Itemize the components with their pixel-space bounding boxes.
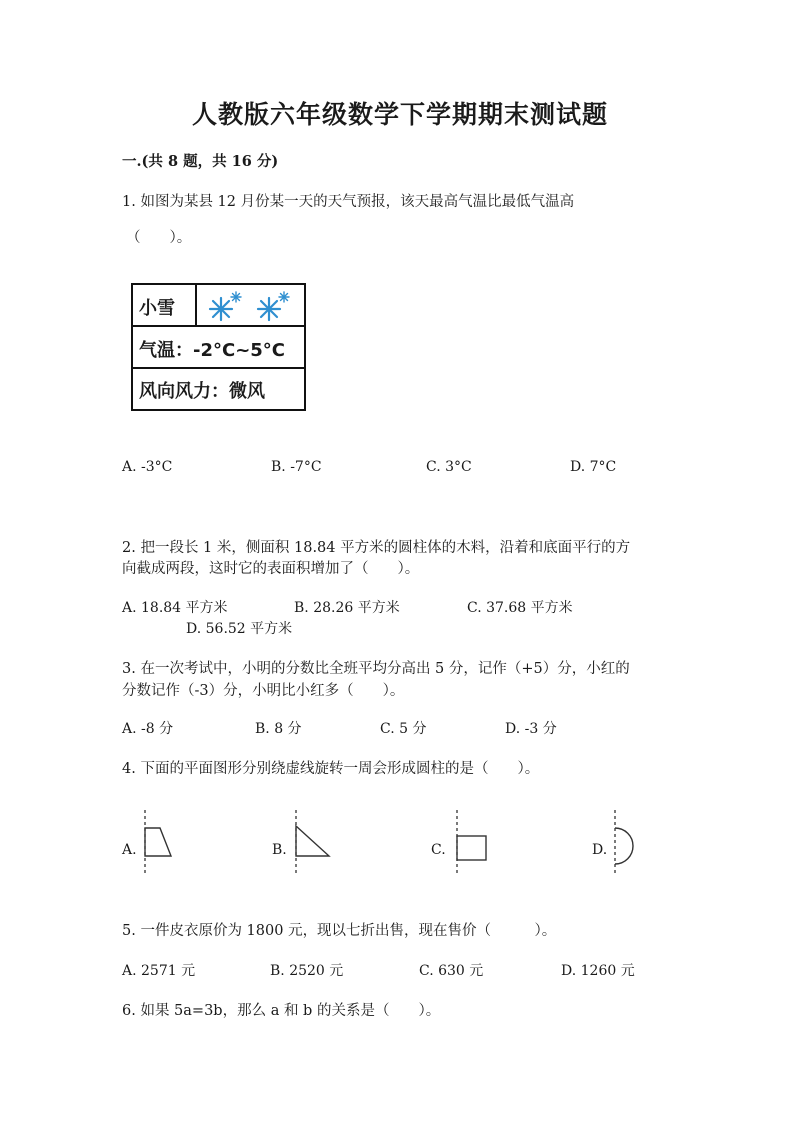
page-title: 人教版六年级数学下学期期末测试题: [191, 100, 608, 129]
q5-option-d[interactable]: D. 1260 元: [561, 963, 635, 979]
weather-row-condition: 小雪: [133, 285, 304, 327]
q4-option-b[interactable]: B.: [272, 842, 287, 858]
q2-option-b[interactable]: B. 28.26 平方米: [294, 600, 400, 616]
q2-option-d[interactable]: D. 56.52 平方米: [186, 621, 293, 637]
weather-forecast-card: [131, 283, 306, 411]
q1-option-c[interactable]: C. 3°C: [426, 459, 472, 475]
q4-text-line1: 4. 下面的平面图形分别绕虚线旋转一周会形成圆柱的是（ ）。: [122, 761, 540, 777]
q3-option-c[interactable]: C. 5 分: [380, 721, 427, 737]
q3-text-line1: 3. 在一次考试中，小明的分数比全班平均分高出 5 分，记作（+5）分，小红的: [122, 661, 630, 677]
q3-option-a[interactable]: A. -8 分: [122, 721, 174, 737]
q1-option-a[interactable]: A. -3°C: [122, 459, 173, 475]
weather-row-temperature: 气温：-2°C~5°C: [133, 327, 304, 369]
q3-option-d[interactable]: D. -3 分: [505, 721, 557, 737]
triangle-figure: [289, 808, 334, 878]
q5-option-c[interactable]: C. 630 元: [419, 963, 484, 979]
weather-row-divider: [195, 285, 197, 325]
q3-option-b[interactable]: B. 8 分: [255, 721, 302, 737]
q5-text-line1: 5. 一件皮衣原价为 1800 元，现以七折出售，现在售价（ ）。: [122, 923, 557, 939]
q1-text-line2: （ ）。: [126, 230, 192, 246]
section-heading: 一.(共 8 题，共 16 分): [122, 153, 279, 170]
q4-option-d[interactable]: D.: [592, 842, 608, 858]
q1-option-b[interactable]: B. -7°C: [271, 459, 322, 475]
snowflake-icon: [203, 289, 298, 323]
q5-option-b[interactable]: B. 2520 元: [270, 963, 344, 979]
rectangle-figure: [450, 808, 492, 878]
q1-text-line1: 1. 如图为某县 12 月份某一天的天气预报，该天最高气温比最低气温高: [122, 194, 575, 210]
q2-option-a[interactable]: A. 18.84 平方米: [122, 600, 228, 616]
q5-option-a[interactable]: A. 2571 元: [122, 963, 196, 979]
q6-text-line1: 6. 如果 5a=3b，那么 a 和 b 的关系是（ ）。: [122, 1003, 441, 1019]
q4-option-c[interactable]: C.: [431, 842, 446, 858]
q1-option-d[interactable]: D. 7°C: [570, 459, 617, 475]
weather-row-wind: 风向风力：微风: [139, 381, 265, 402]
q2-option-c[interactable]: C. 37.68 平方米: [467, 600, 573, 616]
q2-text-line2: 向截成两段，这时它的表面积增加了（ ）。: [122, 561, 420, 577]
semicircle-figure: [608, 808, 644, 878]
q2-text-line1: 2. 把一段长 1 米，侧面积 18.84 平方米的圆柱体的木料，沿着和底面平行的方: [122, 540, 631, 556]
trapezoid-figure: [138, 808, 178, 878]
q3-text-line2: 分数记作（-3）分，小明比小红多（ ）。: [122, 683, 405, 699]
q4-option-a[interactable]: A.: [122, 842, 137, 858]
